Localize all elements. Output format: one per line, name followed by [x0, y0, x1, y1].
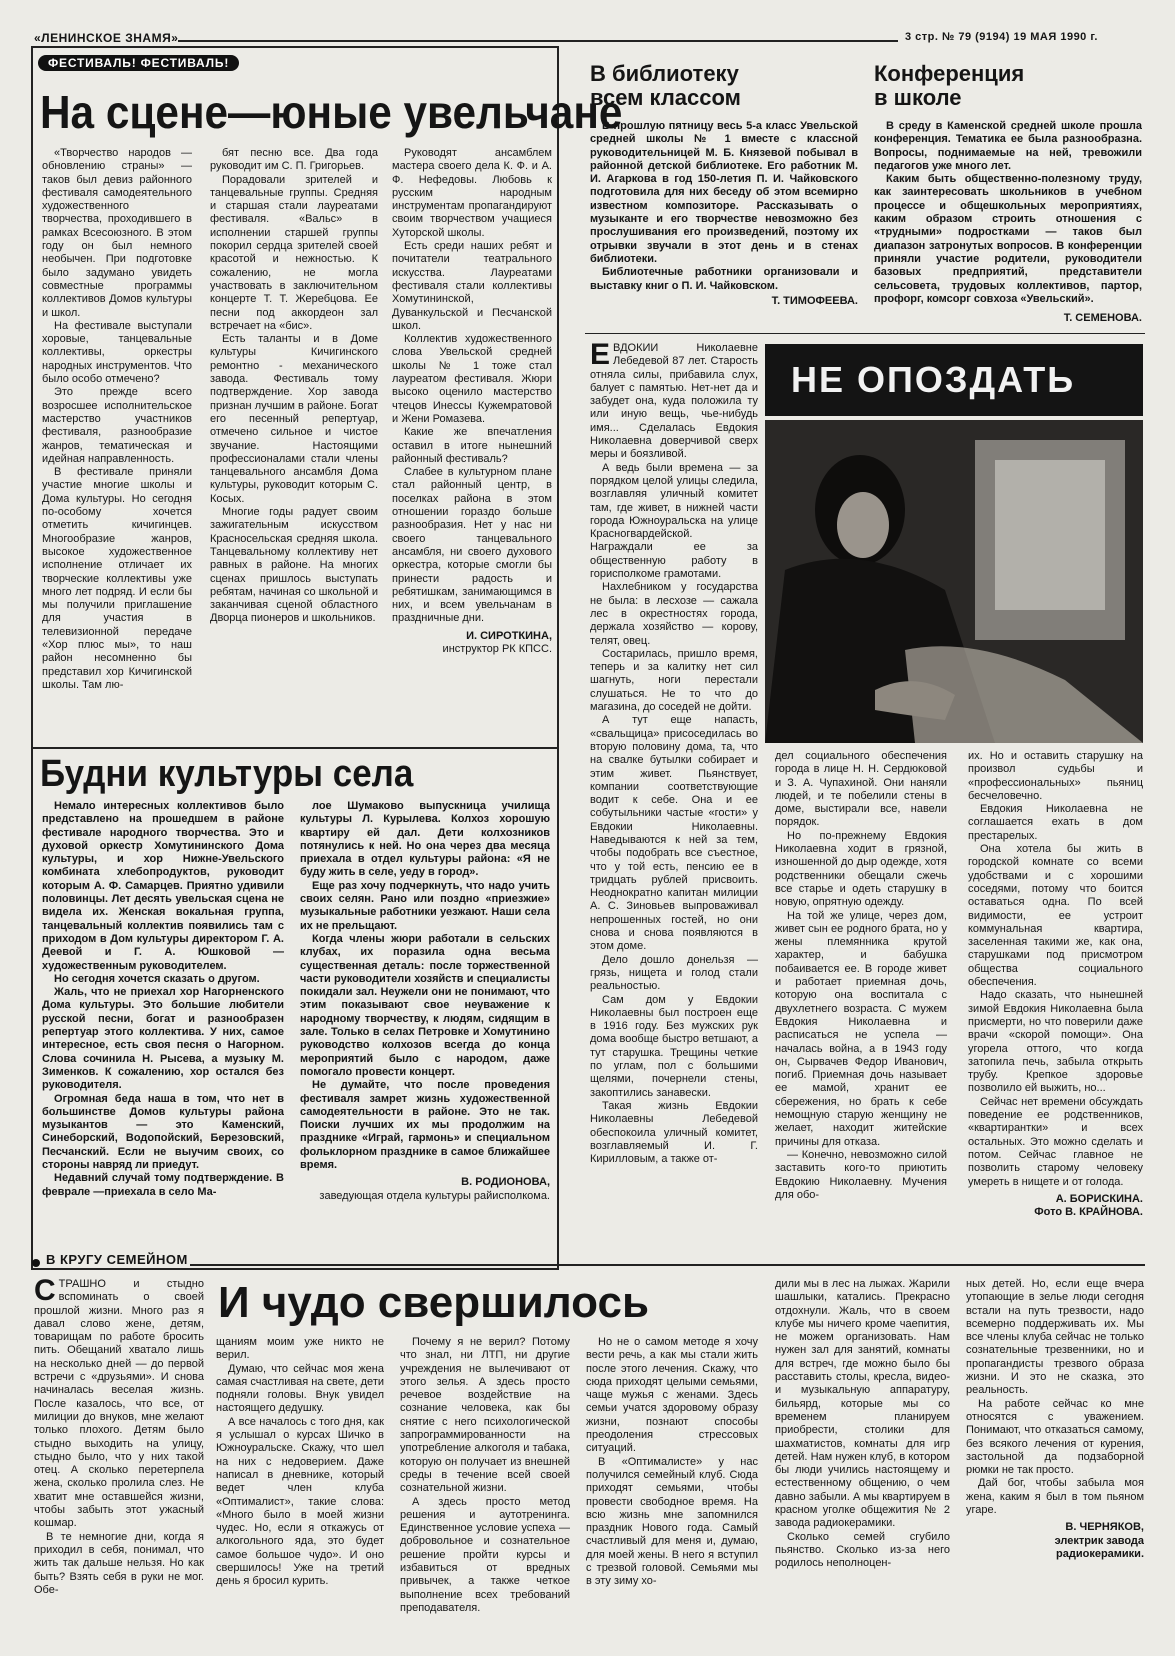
rubric-bullet-icon — [32, 1259, 40, 1267]
budni-headline: Будни культуры села — [40, 753, 414, 795]
photo-illustration — [765, 420, 1143, 743]
chudo-col-2: щаниям моим уже никто не верил. Думаю, что сейчас моя жена самая счастливая на свете, дети подняли головы. Внук увидел настоящего дедушку. А все началось с того дня, как я услышал о курсах Шичко в Южноуральске. Скажу, что шел на них с недоверием. Даже написал в дневнике, который ведет член клуба «Оптималист», такие слова: «Много было в моей жизни чудес. Но, если я откажусь от алкогольного яда, это будет самое большое чудо». И оно свершилось! Уже на третий день я бросил курить. — [216, 1336, 384, 1588]
masthead-rule — [178, 40, 898, 42]
festival-col-3: Руководят ансамблем мастера своего дела К. Ф. и А. Ф. Нефедовы. Любовь к русским народным инструментам пропагандируют своим творчеством учащиеся Хуторской школы. Есть среди наших ребят и почитатели театрального искусства. Лауреатами фестиваля стали коллективы Хомутининской, Дуванкульской и Песчанской школ. Коллектив художественного слова Увельской средней школы № 1 тоже стал лауреатом фестиваля. Жюри высоко оценило мастерство чтецов Инессы Кужемратовой и Жени Ромазева. Какие же впечатления оставил в итоге нынешний районный фестиваль? Слабее в культурном плане стал районный центр, в поселках района в этом отношении гораздо больше разнообразия. Нет у нас ни своего танцевального ансамбля, ни своего духового оркестра, которые смогли бы принести радость и ребятишкам, занимающимся в них, и всем увельчанам в праздничные дни. И. СИРОТКИНА, инструктор РК КПСС. — [392, 147, 552, 655]
opozdat-top-rule — [585, 333, 1145, 334]
opozdat-col-3: их. Но и оставить старушку на произвол судьбы и «профессиональных» пьяниц бесчеловечно. Евдокия Николаевна не соглашается ехать в дом престарелых. Она хотела бы жить в городской комнате со всеми удобствами и с хорошими соседями, потому что боится оставаться одна. По всей видимости, ее устроит коммунальная квартира, заселенная такими же, как она, старушками под присмотром общества социального обеспечения. Надо сказать, что нынешней зимой Евдокия Николаевна была присмерти, но что поверили даже врачи «скорой помощи». Она угорела оттого, что когда затопила печь, забыла открыть трубу. Крепкое здоровье позволило ей выжить, но... Сейчас нет времени обсуждать поведение ее родственников, «квартирантки» и всех остальных. Это можно сделать и потом. Сейчас главное не позволить старому человеку умереть в нищете и от голода. А. БОРИСКИНА. Фото В. КРАЙНОВА. — [968, 750, 1143, 1219]
chudo-author-role: электрик завода радиокерамики. — [1054, 1534, 1144, 1560]
conference-text: В среду в Каменской средней школе прошла конференция. Тематика ее была разнообразна. Вопросы, поднимаемые на ней, тревожили педагогов уже много лет. Каким быть общественно-полезному труду, как заинтересовать школьников в учебном процессе и общешкольных мероприятиях, каким образом строить отношения с «трудными» подростками — таков был диапазон затронутых вопросов. В конференции приняли участие родители, руководители базовых предприятий, представители сельсовета, трудовых коллективов, партор, профорг, комсорг совхоза «Увельский». Т. СЕМЕНОВА. — [874, 120, 1142, 325]
chudo-headline: И чудо свершилось — [218, 1278, 649, 1327]
conference-author: Т. СЕМЕНОВА. — [1063, 312, 1142, 325]
opozdat-col-1: Е ВДОКИИ Николаевне Лебедевой 87 лет. Старость отняла силы, прибавила слух, балует с памятью. Нет-нет да и забудет она, куда положила ту или иную вещь, чье-нибудь имя... Сделалась Евдокия Николаевна доверчивой сверх меры и боязливой. А ведь были времена — за порядком целой улицы следила, возглавляя уличный комитет там, где живет, в нижней части города Южноуральска на улице Красногвардейской. Награждали ее за общественную работу в горисполкоме грамотами. Нахлебником у государства не была: в лесхозе — сажала лес в окрестностях города, держала хозяйство — корову, телят, овец. Состарилась, пришло время, теперь и за калитку нет сил шагнуть, ноги перестали слушаться. Не то что до магазина, до соседей не дойти. А тут еще напасть, «свальщица» присоседилась во вторую половину дома, та, что на свалке бутылки собирает и этим живет. Пьянствует, компании соответствующие водит к себе. Она и ее собутыльники частые «гости» у Евдокии Николаевны. Наведываются к ней за тем, чтобы подобрать все съестное, что у той есть, пенсию ее в тридцать рублей присвоить. Неоднократно капитан милиции А. С. Зиновьев выпроваживал непрошенных гостей, но они снова и снова появляются в этом доме. Дело дошло донельзя — грязь, нищета и голод стали реальностью. Сам дом у Евдокии Николаевны был построен еще в 1916 году. Без мужских рук дома вообще быстро ветшают, а тут старушка. Трещины четкие по углам, пол с большими щелями, почернели стены, закоптились занавески. Такая жизнь Евдокии Николаевны Лебедевой обеспокоила уличный комитет, возглавляемый И. Г. Кирилловым, а также от- — [590, 342, 758, 1166]
festival-author-role: инструктор РК КПСС. — [442, 642, 552, 655]
library-headline: В библиотеку всем классом — [590, 61, 741, 110]
chudo-rubric: В КРУГУ СЕМЕЙНОМ — [46, 1252, 188, 1267]
budni-top-rule — [33, 747, 557, 749]
elderly-woman-photo — [765, 420, 1143, 743]
library-text: В прошлую пятницу весь 5-а класс Увельской средней школы № 1 вместе с классной руководительницей М. Б. Князевой побывал в районной детской библиотеке. Его работник М. И. Агаркова в год 150-летия П. И. Чайковского подготовила для них беседу об этом всемирно известном композиторе. Рассказывать о музыканте и его творчестве невозможно без прослушивания его произведений, поэтому их отрывки звучали в этот день и в стенах библиотеки. Библиотечные работники организовали и выставку книг о П. И. Чайковском. Т. ТИМОФЕЕВА. — [590, 120, 858, 307]
opozdat-dropcap: Е — [590, 342, 611, 371]
festival-col-1: «Творчество народов — обновлению страны» — таков был девиз районного фестиваля самодеятельного художественного творчества, проходившего в рамках Всесоюзного. В этом году он был немного необычен. При подготовке было задумано увидеть совместные программы коллективов Домов культуры и школ. На фестивале выступали хоровые, танцевальные коллективы, оркестры народных инструментов. Что было особо отмечено? Это прежде всего возросшее исполнительское мастерство участников фестиваля, разнообразие жанров, тематическая и идейная направленность. В фестивале приняли участие многие школы и Дома культуры. Но сегодня по-особому хочется отметить кичигинцев. Многообразие жанров, высокое художественное исполнение отличает их творческие коллективы уже много лет подряд. И если бы мы получили приглашение для участия в телевизионной передаче «Хор плюс мы», то наш район несомненно бы представил хор Кичигинской школы. Там лю- — [42, 147, 192, 691]
conference-headline: Конференция в школе — [874, 61, 1025, 110]
opozdat-col-2: дел социального обеспечения города в лице Н. Н. Сердюковой и З. А. Чупахиной. Они наняли людей, и те побелили стены в доме, выстирали все, навели порядок. Но по-прежнему Евдокия Николаевна ходит в грязной, изношенной до дыр одежде, хотя родственники обещали сжечь все старье и одеть старушку в новую, опрятную одежду. На той же улице, через дом, живет сын ее родного брата, но у жены племянника крутой характер, и бабушка побаивается ее. В городе живет и работает приемная дочь, которую она воспитала с двухлетнего возраста. С мужем Евдокия Николаевна и расписаться не успела — началась война, а в 1943 году он, Сырвачев Федор Иванович, погиб. Приемная дочь называет ее мамой, хранит ее сбережения, но брать к себе немощную старую женщину не желает, находит житейские причины для отказа. — Конечно, невозможно силой заставить кого-то приютить Евдокию Николаевну. Мучения для обо- — [775, 750, 947, 1201]
opozdat-photo-credit: Фото В. КРАЙНОВА. — [1034, 1206, 1143, 1219]
chudo-col-1: С ТРАШНО и стыдно вспоминать о своей прошлой жизни. Много раз я давал слово жене, детям, товарищам по работе бросить пить. Обещаний хватало лишь на несколько дней — до первой встречи с «друзьями». И снова начиналась веселая жизнь. После казалось, что все, от милиции до внуков, мне желают только плохого. Детям было стыдно выходить на улицу, стыдно было, что у них такой отец. А сколько перетерпела жена, сколько пролила слез. Не хватит мне оставшейся жизни, чтобы забыть этот ужасный кошмар. В те немногие дни, когда я приходил в себя, понимал, что жить так дальше нельзя. Но как быть? Взять себя в руки не мог. Обе- — [34, 1278, 204, 1596]
chudo-col-3: Почему я не верил? Потому что знал, ни ЛТП, ни другие учреждения не вылечивают от этого зелья. А здесь просто речевое воздействие на сознание человека, как бы снятие с него психологической запрограммированности на употребление алкоголя и табака, которую он получает из внешней среды в течение всей своей сознательной жизни. А здесь просто метод решения и аутотренинга. Единственное условие успеха — добровольное и сознательное решение пройти курсы и избавиться от вредных привычек, а также четкое выполнение всех требований преподавателя. — [400, 1336, 570, 1614]
budni-col-1: Немало интересных коллективов было представлено на прошедшем в районе фестивале народного творчества. Это и духовой оркестр Хомутининского Дома культуры, и хор Нижне-Увельского комбината хлебопродуктов, руководит которым А. Ф. Самарцев. Приятно удивили половинцы. Лет десять увельская сцена не видела их. Женская вокальная группа, танцевальный коллектив появились там с приходом в Дом культуры директором Г. А. Деевой и Г. А. Юшковой — художественным руководителем. Но сегодня хочется сказать о другом. Жаль, что не приехал хор Нагорненского Дома культуры. Это большие любители русской песни, богат и разнообразен репертуар этого коллектива. У них, самое интересное, есть своя песня о Нагорном. Слова сочинила Н. Рысева, а музыку М. Зименков. К сожалению, хор остался без руководителя. Огромная беда наша в том, что нет в большинстве Домов культуры района музыкантов — это Каменский, Синеборский, Водопойский, Березовский, Песчанский. Если не выучим своих, со стороны навряд ли приедут. Недавний случай тому подтверждение. В феврале —приехала в село Ма- — [42, 800, 284, 1198]
chudo-col-6: ных детей. Но, если еще вчера утопающие в зелье люди сегодня встали на путь трезвости, надо всемерно поддерживать их. Мы все члены клуба сейчас не только сознательные трезвенники, но и пропагандисты трезвого образа жизни. И это не сказка, это реальность. На работе сейчас ко мне относятся с уважением. Понимают, что отказаться самому, без всякого лечения от курения, застольной да подзаборной рюмки не так просто. Дай бог, чтобы забыла моя жена, каким я был в том пьяном угаре. В. ЧЕРНЯКОВ, электрик завода радиокерамики. — [966, 1278, 1144, 1560]
budni-author-role: заведующая отдела культуры райисполкома. — [319, 1189, 550, 1202]
budni-col-2: лое Шумаково выпускница училища культуры Л. Курылева. Колхоз хорошую квартиру ей дал. Дети колхозников потянулись к ней. Но она через два месяца приехала в отдел культуры района: «Я не буду жить в селе, уеду в город». Еще раз хочу подчеркнуть, что надо учить своих селян. Рано или поздно «приезжие» музыкальные работники уезжают. Наши села их не прельщают. Когда члены жюри работали в сельских клубах, их поразила одна весьма существенная деталь: после торжественной части руководители хозяйств и специалисты покидали зал. Неужели они не понимают, что этим показывают свое неуважение к народному творчеству, к людям, сидящим в зале. Только в селах Петровке и Хомутинино руководство колхозов всегда до конца мероприятий было с народом, даже помогало провести концерт. Не думайте, что после проведения фестиваля замрет жизнь художественной самодеятельности в районе. Это не так. Поиски лучших их мы продолжим на празднике «Играй, гармонь» и специальном фольклорном празднике в самое ближайшее время. В. РОДИОНОВА, заведующая отдела культуры райисполкома. — [300, 800, 550, 1202]
festival-author: И. СИРОТКИНА, — [466, 629, 552, 642]
library-author: Т. ТИМОФЕЕВА. — [771, 294, 858, 307]
issue-line: 3 стр. № 79 (9194) 19 МАЯ 1990 г. — [905, 31, 1098, 43]
festival-col-2: бят песню все. Два года руководит им С. П. Григорьев. Порадовали зрителей и танцевальные группы. Средняя и старшая стали лауреатами фестиваля. «Вальс» в исполнении старшей группы покорил сердца зрителей своей красотой и нежностью. К сожалению, не могла участвовать в заключительном концерте Т. Т. Жеребцова. Ее песни под аккордеон зал встречает на «бис». Есть таланты и в Доме культуры Кичигинского ремонтно - механического завода. Фестиваль тому подтверждение. Хор завода признан лучшим в районе. Богат его песенный репертуар, отмечено сильное и чистое звучание. Настоящими профессионалами стали члены танцевального ансамбля Дома культуры, руководит которым С. Косых. Многие годы радует своим зажигательным искусством Красносельская средняя школа. Танцевальному коллективу нет равных в районе. На многих сценах пришлось выступать ребятам, начиная со школьной и заканчивая сценой областного Дворца пионеров и школьников. — [210, 147, 378, 625]
chudo-rubric-rule — [190, 1264, 1145, 1266]
opozdat-author: А. БОРИСКИНА. — [1055, 1192, 1143, 1205]
opozdat-title: НЕ ОПОЗДАТЬ — [765, 344, 1143, 416]
chudo-col-5: дили мы в лес на лыжах. Жарили шашлыки, катались. Прекрасно отдохнули. Жаль, что в своем клубе мы ничего кроме чаепития, не можем организовать. Нам нужен зал для занятий, комнаты для встреч, где можно было бы расставить столы, кресла, видео- и музыкальную аппаратуру, бильярд, которые мы со временем планируем приобрести, столики для шахматистов, комнаты для игр детей. Нам нужен клуб, в котором бы люди учились настоящему и естественному общению, о чем давно забыли. А мы квартируем в красном уголке общежития № 2 завода радиокерамики. Сколько семей сгубило пьянство. Сколько из-за него родилось неполноцен- — [775, 1278, 950, 1570]
budni-author: В. РОДИОНОВА, — [461, 1176, 550, 1189]
newspaper-name: «ЛЕНИНСКОЕ ЗНАМЯ» — [34, 31, 179, 45]
festival-headline: На сцене—юные увельчане — [40, 86, 623, 138]
chudo-author: В. ЧЕРНЯКОВ, — [1065, 1521, 1144, 1534]
chudo-dropcap: С — [34, 1278, 56, 1307]
chudo-col-4: Но не о самом методе я хочу вести речь, а как мы стали жить после этого лечения. Скажу, что сюда приходят целыми семьями, чаще мужья с женами. Здесь семьи учатся здоровому образу жизни, познают способы преодоления стрессовых ситуаций. В «Оптималисте» у нас получился семейный клуб. Сюда приходят семьями, чтобы провести свободное время. На всю жизнь мне запомнился праздник Нового года. Самый счастливый для меня и, думаю, для моей жены. В него я вступил с трезвой головой. Семьями мы в эту зиму хо- — [586, 1336, 758, 1588]
festival-rubric: ФЕСТИВАЛЬ! ФЕСТИВАЛЬ! — [38, 55, 239, 71]
